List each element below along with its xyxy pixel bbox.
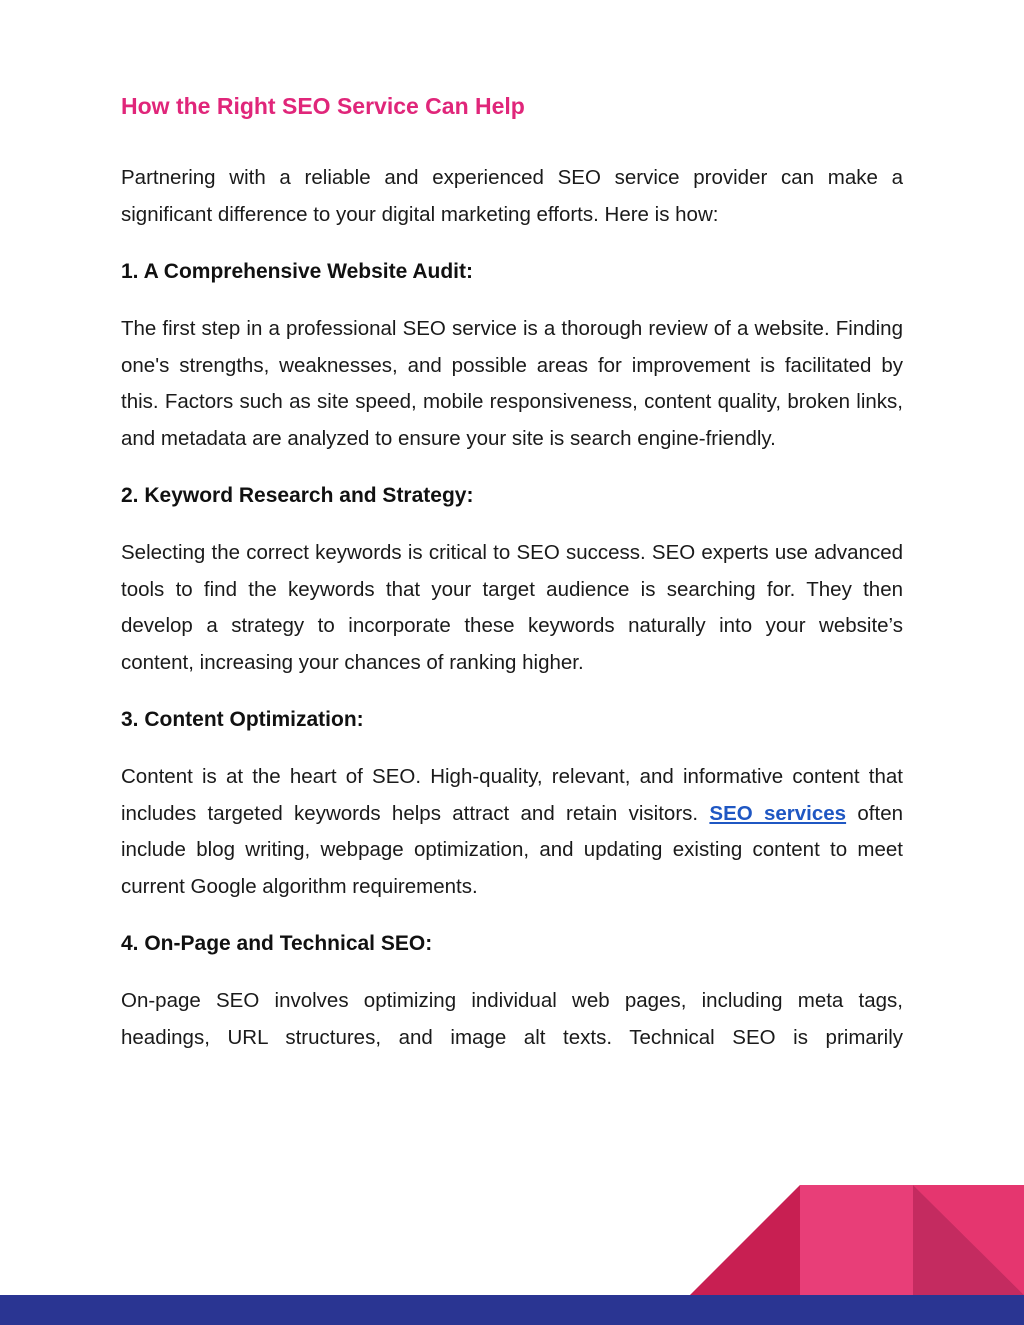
section-body-website-audit: The first step in a professional SEO service is a thorough review of a website. Finding one's strengths, weaknesses, and possible areas for improvement is facilitated by this. Factors such as site speed, mobile responsiveness, content quality, broken links, and metadata are analyzed to ensure your site is search engine-friendly. [121,317,903,450]
section-body-technical-seo: On-page SEO involves optimizing individual web pages, including meta tags, headings, URL structures, and image alt texts. Technical SEO is primarily [121,989,903,1049]
content-optimization-text-after-link: often include blog writing, webpage optimization, and updating existing content to meet current Google algorithm requirements. [121,801,903,898]
footer-decoration [0,1180,1024,1325]
content-optimization-text-before-link: Content is at the heart of SEO. High-quality, relevant, and informative content that includes targeted keywords helps attract and retain visitors. [121,765,903,825]
section-heading-website-audit: 1. A Comprehensive Website Audit: [121,260,474,283]
footer-triangle-crimson [690,1185,800,1295]
document-body [121,88,903,1077]
page-title: How the Right SEO Service Can Help [121,93,525,119]
section-heading-content-optimization: 3. Content Optimization: [121,708,364,731]
intro-paragraph: Partnering with a reliable and experienced SEO service provider can make a significant difference to your digital marketing efforts. Here is how: [121,166,903,226]
section-heading-technical-seo: 4. On-Page and Technical SEO: [121,932,433,955]
footer-bar [0,1295,1024,1325]
section-heading-keyword-research: 2. Keyword Research and Strategy: [121,484,474,507]
section-body-keyword-research: Selecting the correct keywords is critical to SEO success. SEO experts use advanced tools to find the keywords that your target audience is searching for. They then develop a strategy to incorporate these keywords naturally into your website’s content, increasing your chances of ranking higher. [121,541,903,674]
seo-services-link[interactable]: SEO services [709,801,847,825]
section-body-content-optimization [121,759,903,905]
